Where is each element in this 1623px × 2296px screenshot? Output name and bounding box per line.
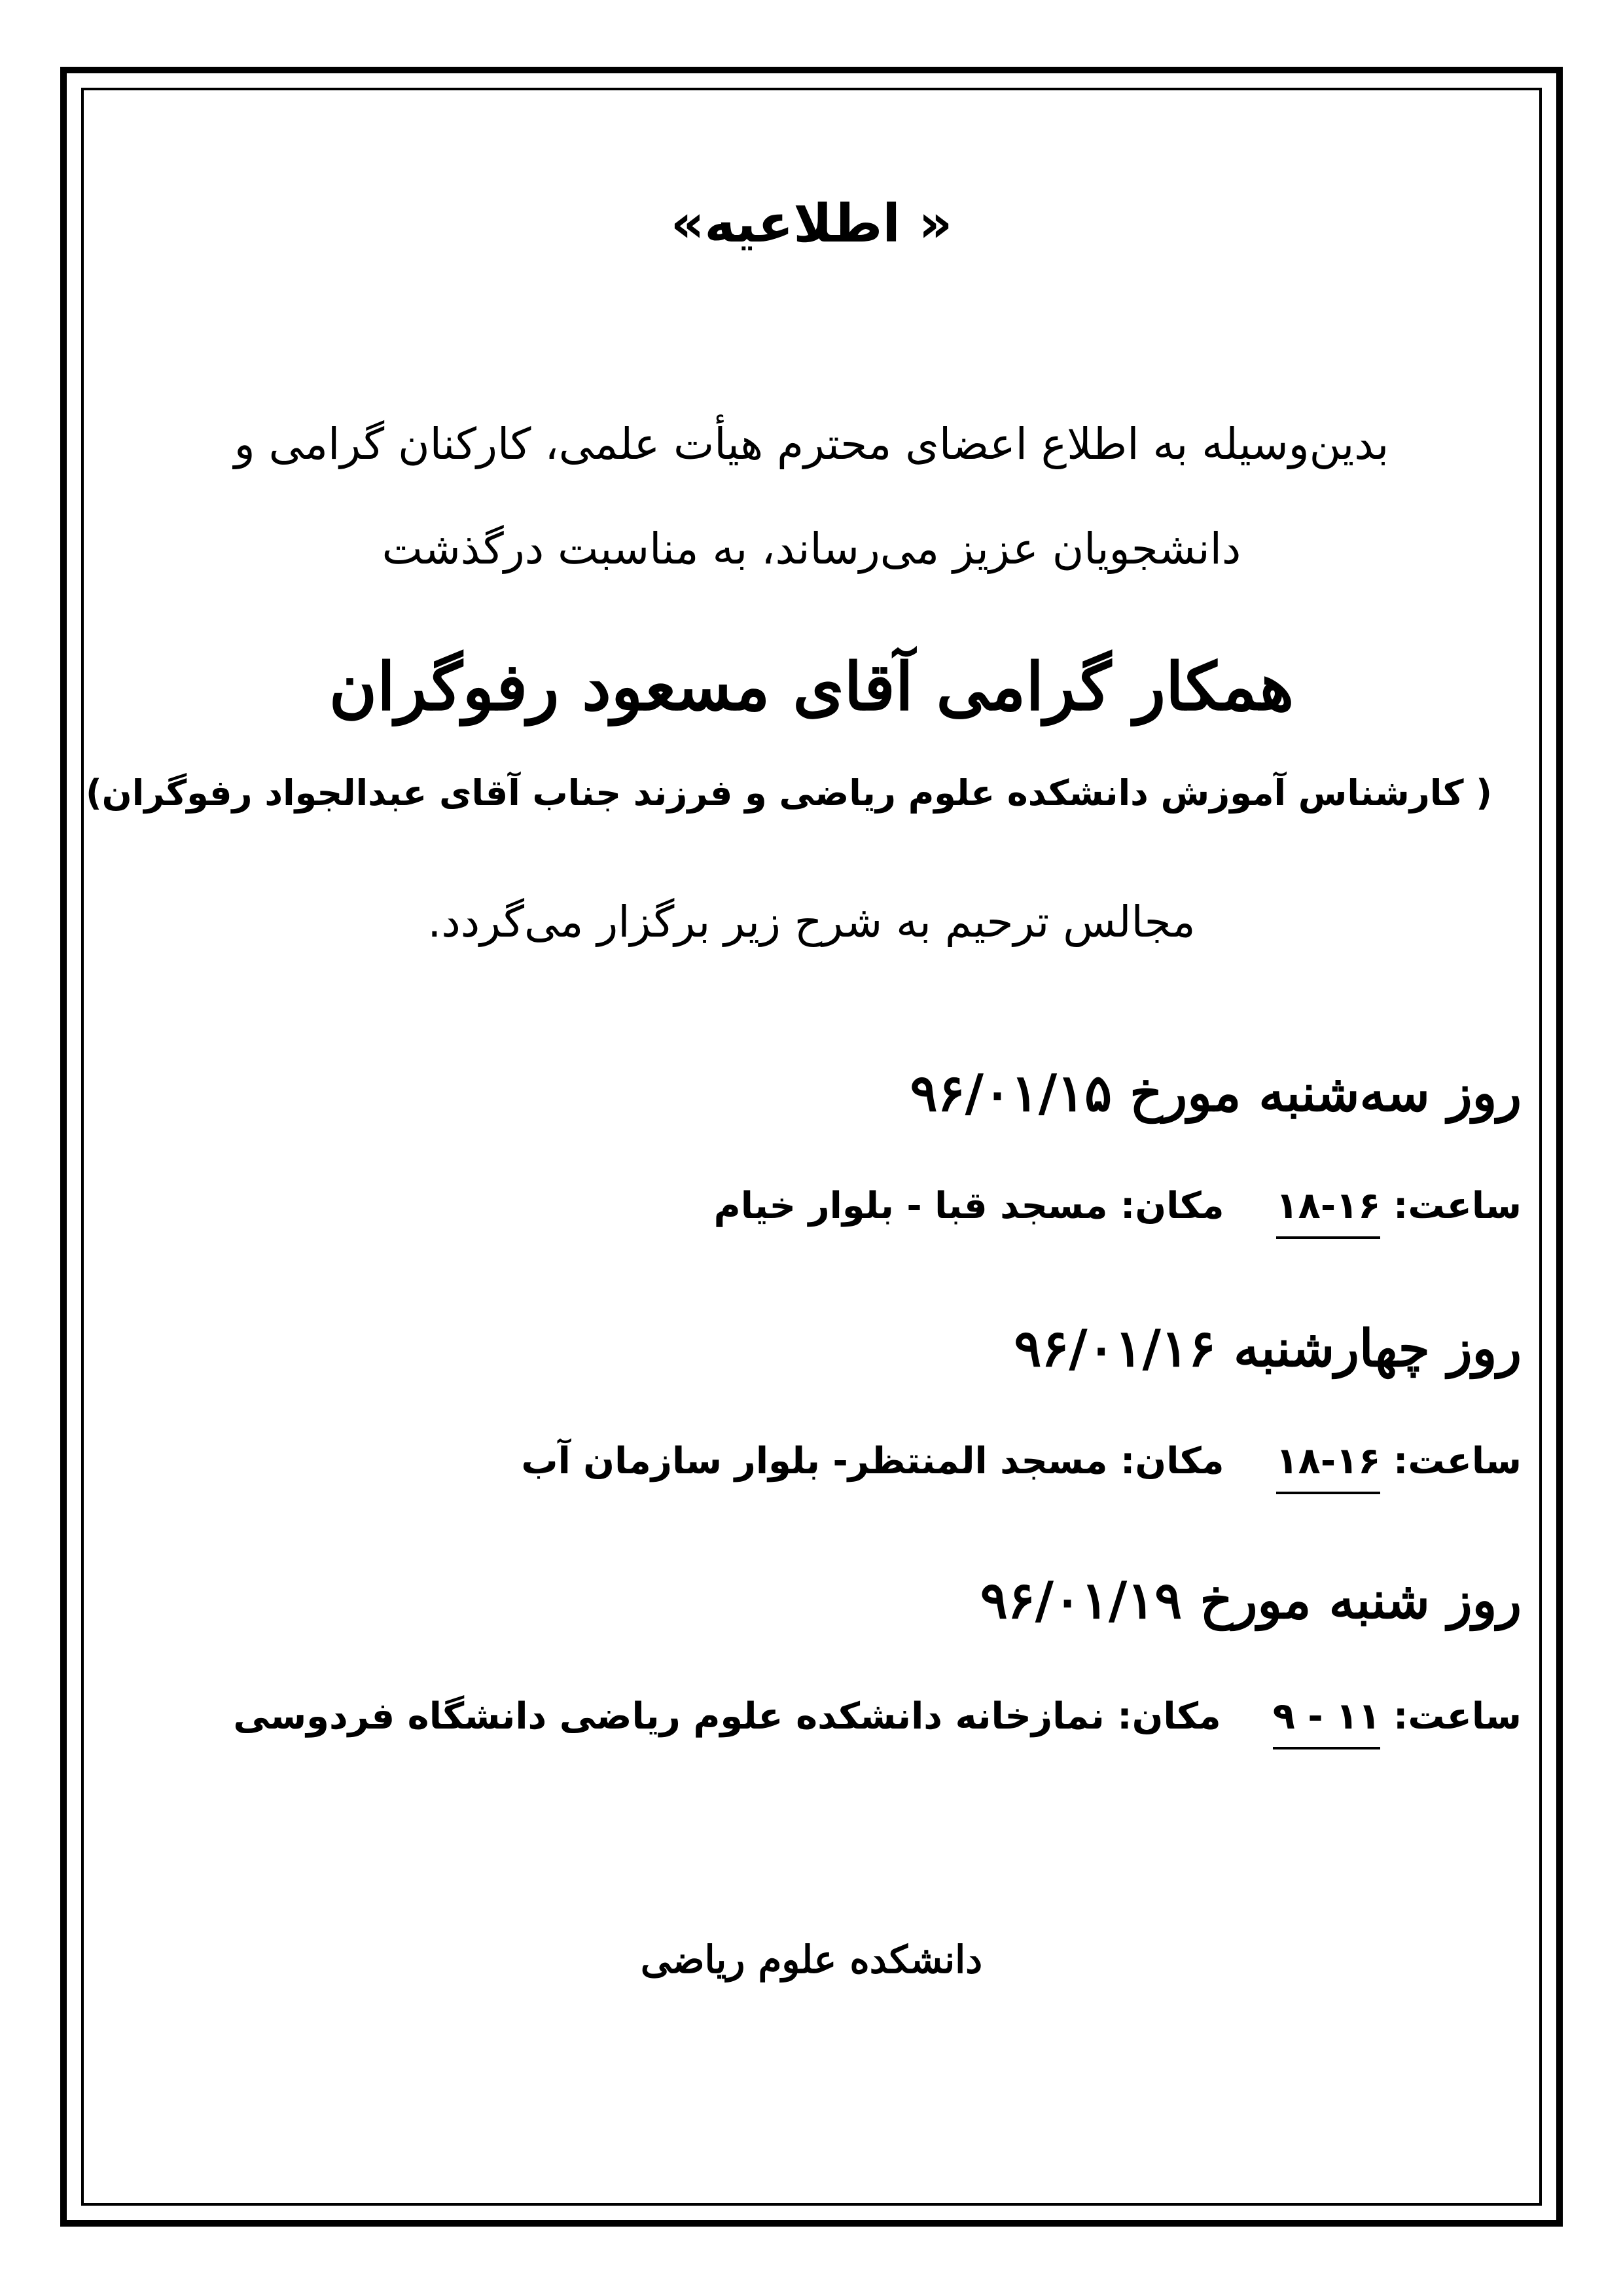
session-3-day: روز شنبه مورخ ۹۶/۰۱/۱۹ <box>980 1571 1522 1630</box>
session-2-place-label: مکان: <box>1120 1440 1224 1482</box>
session-1-time-label: ساعت: <box>1393 1185 1522 1227</box>
session-3-time-label: ساعت: <box>1393 1695 1522 1738</box>
session-1-details <box>714 1185 1522 1239</box>
inner-border <box>81 88 1542 2206</box>
deceased-name: همکار گرامی آقای مسعود رفوگران <box>329 648 1294 725</box>
deceased-note: ( کارشناس آموزش دانشکده علوم ریاضی و فرزند جناب آقای عبدالجواد رفوگران) <box>85 772 1492 814</box>
session-1-place-value: مسجد قبا - بلوار خیام <box>713 1185 1108 1227</box>
ceremony-line: مجالس ترحیم به شرح زیر برگزار می‌گردد. <box>427 897 1196 947</box>
session-2-time-label: ساعت: <box>1393 1440 1522 1482</box>
intro-line-2: دانشجویان عزیز می‌رساند، به مناسبت درگذشت <box>382 524 1241 574</box>
session-2-day: روز چهارشنبه ۹۶/۰۱/۱۶ <box>1014 1319 1522 1378</box>
session-1-place-label: مکان: <box>1120 1185 1224 1227</box>
session-1-time-value: ۱۸-۱۶ <box>1276 1185 1381 1239</box>
intro-line-1: بدین‌وسیله به اطلاع اعضای محترم هیأت علمی، کارکنان گرامی و <box>234 419 1389 469</box>
session-3-place-value: نمازخانه دانشکده علوم ریاضی دانشگاه فردوسی <box>233 1695 1105 1738</box>
session-1-day: روز سه‌شنبه مورخ ۹۶/۰۱/۱۵ <box>910 1064 1522 1123</box>
session-3-time-value: ۱۱ - ۹ <box>1273 1695 1381 1749</box>
notice-title: « اطلاعیه» <box>670 193 953 254</box>
session-2-time-value: ۱۸-۱۶ <box>1276 1440 1381 1494</box>
session-2-place-value: مسجد المنتظر- بلوار سازمان آب <box>521 1440 1108 1482</box>
footer-signature: دانشکده علوم ریاضی <box>640 1937 983 1982</box>
session-3-details <box>233 1695 1522 1749</box>
session-2-details <box>521 1440 1522 1494</box>
session-3-place-label: مکان: <box>1117 1695 1221 1738</box>
